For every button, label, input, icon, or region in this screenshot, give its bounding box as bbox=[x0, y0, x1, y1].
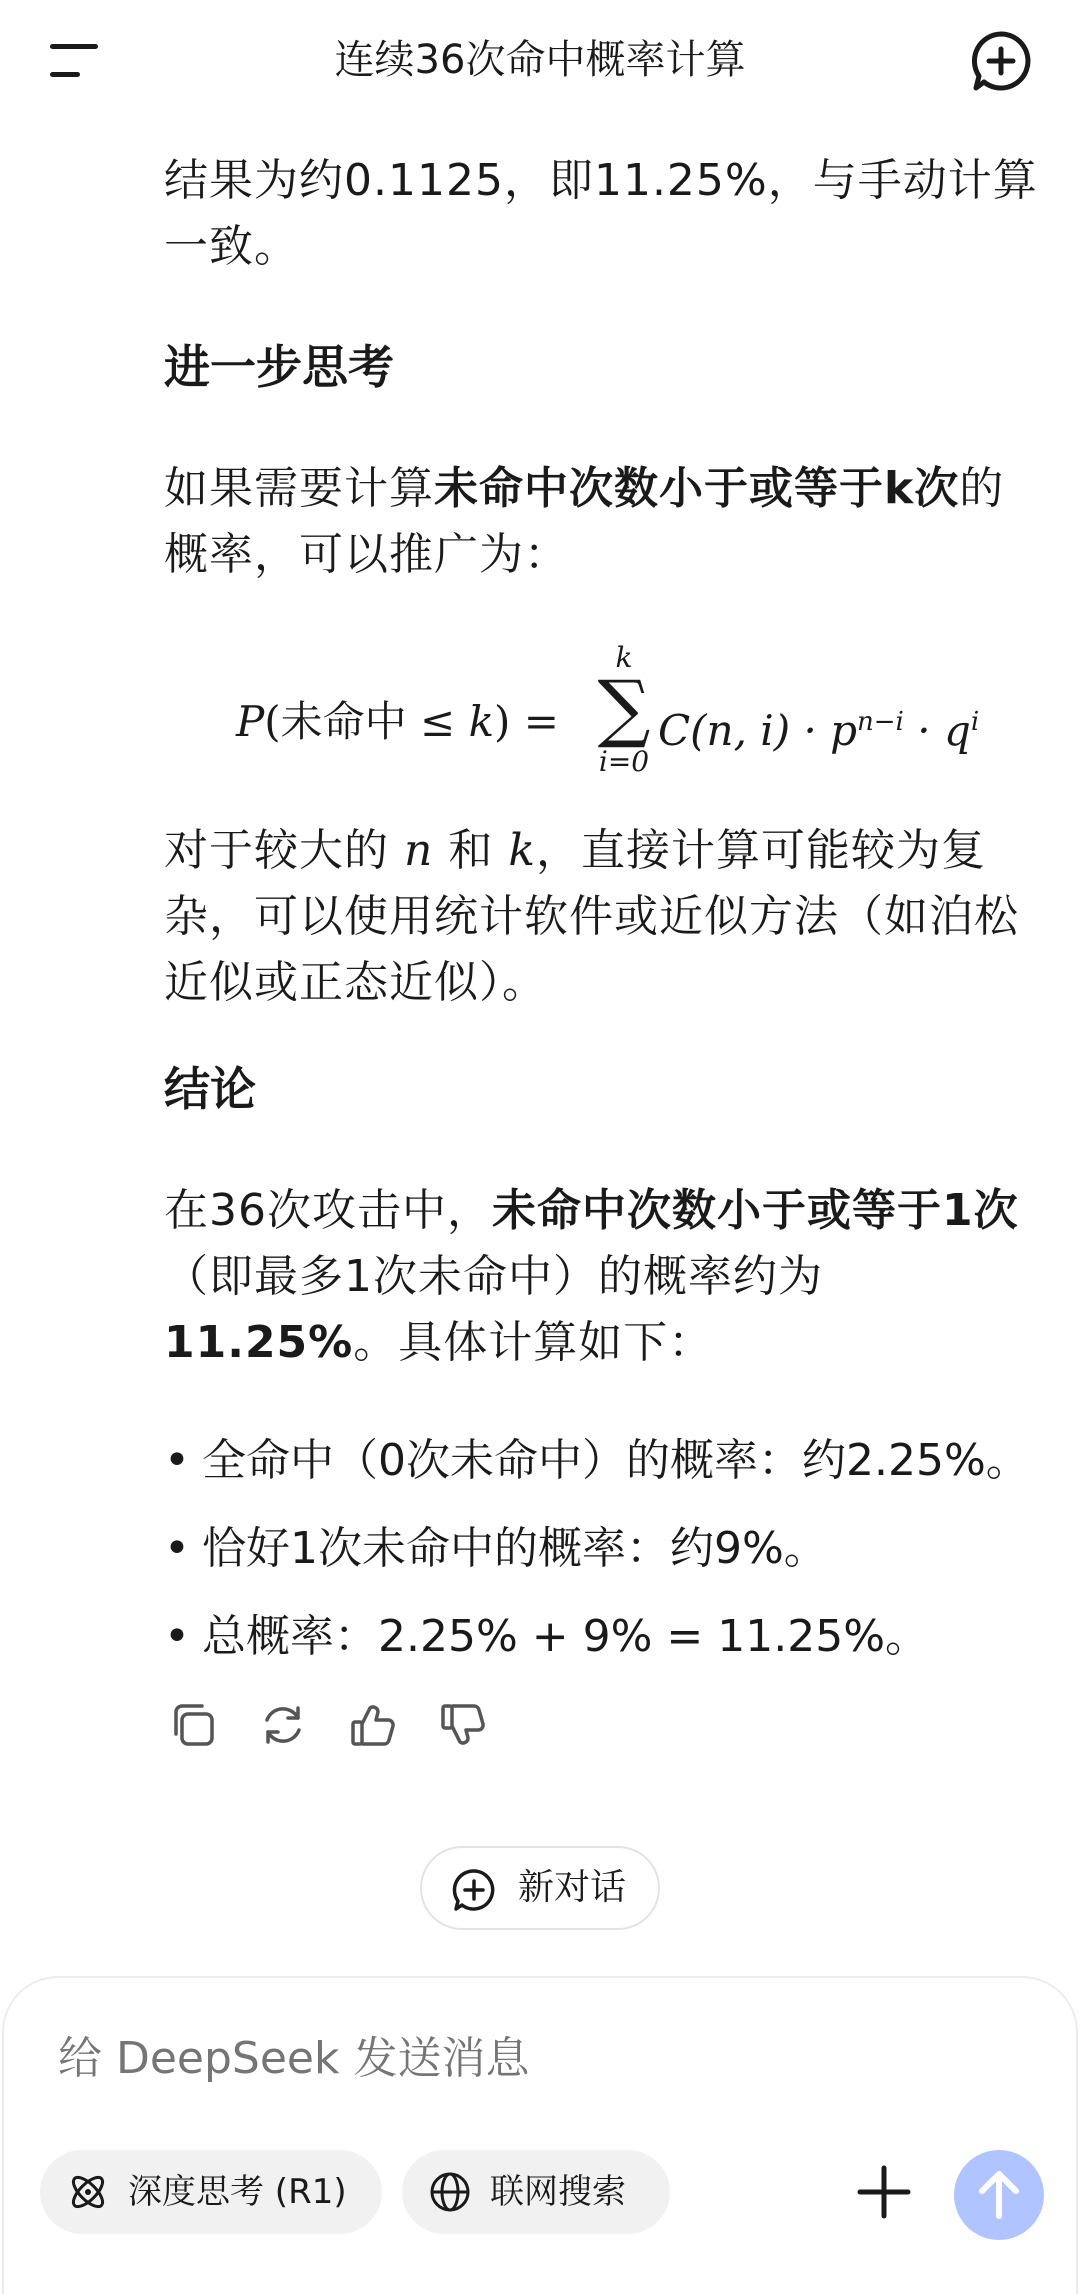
formula bbox=[164, 640, 1044, 790]
result-paragraph: 结果为约0.1125，即11.25%，与手动计算一致。 bbox=[164, 155, 1038, 272]
web-search-toggle[interactable] bbox=[402, 2150, 670, 2234]
formula-le: ≤ bbox=[406, 697, 469, 746]
menu-icon[interactable] bbox=[50, 40, 102, 80]
para2-text-end: 的概率，可以推广为： bbox=[164, 463, 1005, 580]
formula-exp1: n−i bbox=[857, 707, 904, 737]
attach-plus-icon[interactable] bbox=[856, 2164, 912, 2220]
formula-mid: · q bbox=[903, 706, 971, 755]
thumbs-up-icon[interactable] bbox=[348, 1700, 398, 1750]
message-composer bbox=[2, 1976, 1078, 2294]
new-chat-button[interactable] bbox=[420, 1846, 660, 1930]
para4-bold: 未命中次数小于或等于1次 bbox=[492, 1185, 1019, 1236]
para4-text: 在36次攻击中， bbox=[164, 1185, 492, 1236]
send-button[interactable] bbox=[954, 2150, 1044, 2240]
new-chat-icon bbox=[452, 1868, 496, 1912]
formula-close: ) = bbox=[494, 697, 559, 746]
thumbs-down-icon[interactable] bbox=[438, 1700, 488, 1750]
regenerate-icon[interactable] bbox=[258, 1700, 308, 1750]
message-actions bbox=[168, 1700, 568, 1760]
arrow-up-icon bbox=[974, 2168, 1024, 2222]
web-search-label: 联网搜索 bbox=[490, 2172, 626, 2212]
formula-exp2: i bbox=[970, 707, 980, 737]
formula-k: k bbox=[468, 697, 495, 746]
deep-think-toggle[interactable] bbox=[40, 2150, 382, 2234]
large-n-paragraph bbox=[164, 818, 1044, 1016]
formula-sum-top: k bbox=[615, 641, 633, 674]
para3-n: n bbox=[404, 825, 434, 876]
new-chat-label: 新对话 bbox=[518, 1867, 627, 1908]
formula-open: ( bbox=[264, 697, 281, 746]
top-bar bbox=[0, 0, 1080, 125]
copy-icon[interactable] bbox=[168, 1700, 218, 1750]
deep-think-label: 深度思考 (R1) bbox=[128, 2172, 347, 2212]
para3-text: 对于较大的 bbox=[164, 825, 404, 876]
heading-further-thinking: 进一步思考 bbox=[164, 340, 394, 394]
conclusion-paragraph bbox=[164, 1178, 1044, 1376]
atom-icon bbox=[66, 2170, 110, 2214]
para3-k: k bbox=[508, 825, 536, 876]
formula-rhs: C(n, i) · p bbox=[658, 706, 858, 755]
list-item: • 总概率：2.25% + 9% = 11.25%。 bbox=[164, 1604, 1064, 1670]
calculation-list bbox=[164, 1428, 1064, 1670]
para3-and: 和 bbox=[433, 825, 509, 876]
formula-p: P bbox=[236, 697, 265, 746]
para3-text-end: ，直接计算可能较为复杂，可以使用统计软件或近似方法（如泊松近似或正态近似）。 bbox=[164, 825, 1019, 1008]
formula-text: 未命中 bbox=[280, 697, 407, 746]
para4-bold-percent: 11.25% bbox=[164, 1317, 354, 1368]
list-item: • 恰好1次未命中的概率：约9%。 bbox=[164, 1516, 1064, 1582]
para2-bold: 未命中次数小于或等于k次 bbox=[434, 463, 960, 514]
para4-mid: （即最多1次未命中）的概率约为 bbox=[164, 1251, 823, 1302]
message-input[interactable] bbox=[56, 2022, 860, 2094]
formula-sum: ∑ bbox=[597, 665, 651, 751]
page-title: 连续36次命中概率计算 bbox=[334, 37, 746, 83]
heading-conclusion: 结论 bbox=[164, 1062, 256, 1116]
globe-icon bbox=[428, 2170, 472, 2214]
list-item: • 全命中（0次未命中）的概率：约2.25%。 bbox=[164, 1428, 1064, 1494]
formula-sum-bottom: i=0 bbox=[598, 745, 650, 778]
para4-text-end: 。具体计算如下： bbox=[353, 1317, 714, 1368]
new-chat-icon[interactable] bbox=[970, 30, 1032, 92]
para2-text: 如果需要计算 bbox=[164, 463, 434, 514]
generalization-paragraph bbox=[164, 456, 1044, 588]
